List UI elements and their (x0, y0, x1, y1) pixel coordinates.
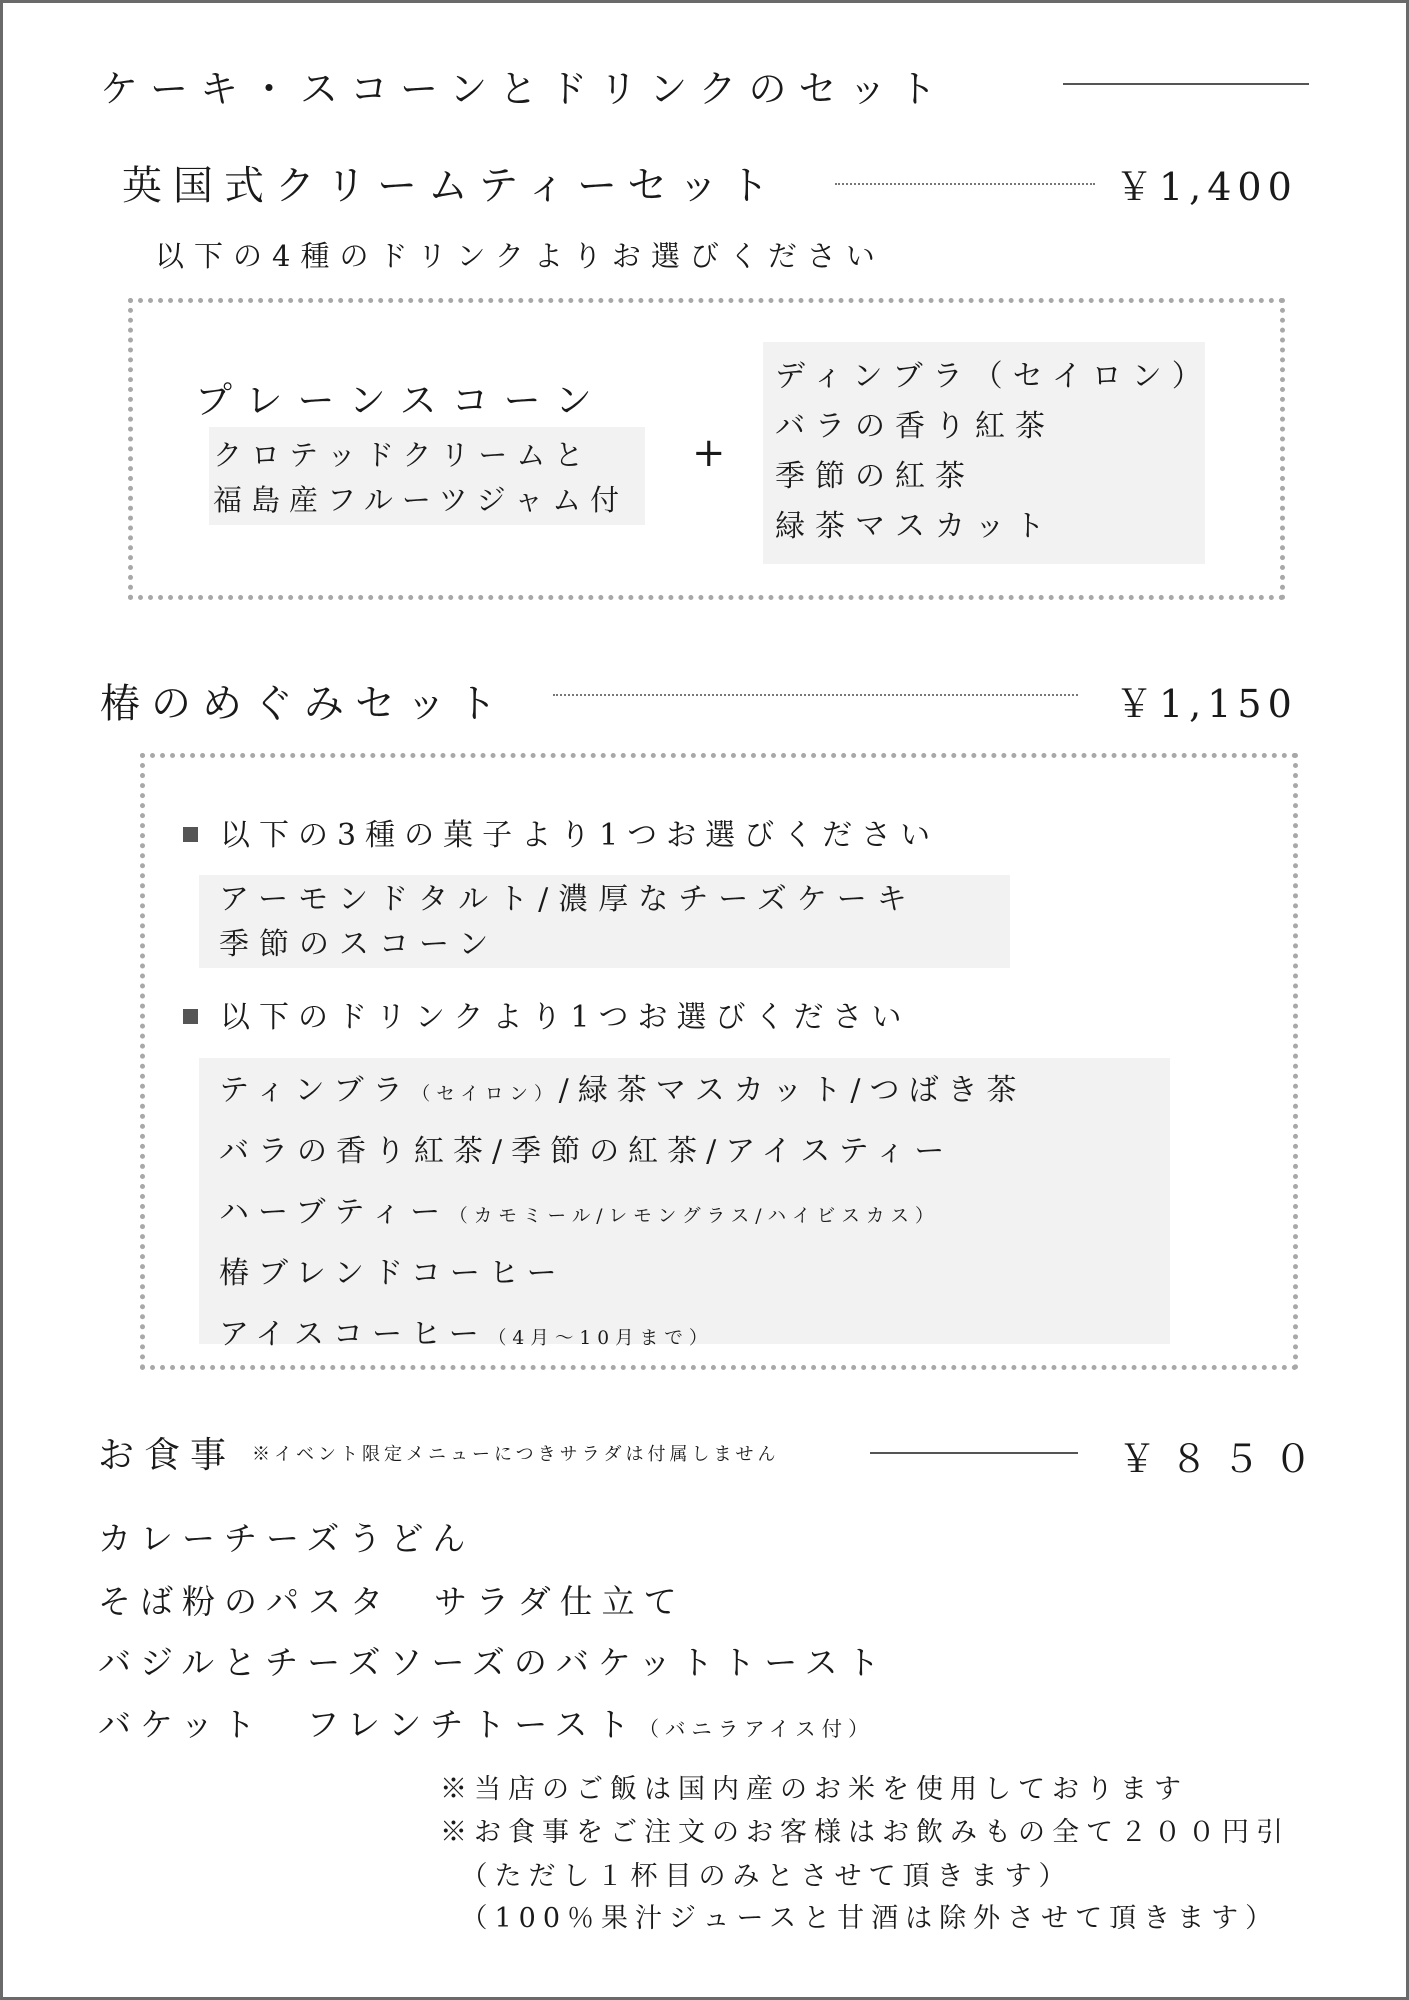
meals-title: お食事 (98, 1435, 237, 1476)
drink-option: 季節の紅茶 (775, 459, 975, 494)
footnote: ※当店のご飯は国内産のお米を使用しております (440, 1774, 1188, 1805)
cream-tea-set-name: 英国式クリームティーセット (122, 163, 781, 209)
meal-item: そば粉のパスタ サラダ仕立て (98, 1582, 686, 1621)
drink-option: ディンブラ（セイロン） (775, 359, 1212, 394)
tsubaki-set-name: 椿のめぐみセット (100, 681, 508, 727)
footnote: ※お食事をご注文のお客様はお飲みもの全て２００円引 (440, 1817, 1290, 1848)
tsubaki-drinks-box (199, 1058, 1170, 1352)
footnote: （100％果汁ジュースと甘酒は除外させて頂きます） (440, 1903, 1280, 1934)
square-bullet-icon (183, 1009, 198, 1024)
drink-option: ハーブティー（カモミール/レモングラス/ハイビスカス） (219, 1195, 940, 1230)
drinks-instruction (183, 992, 911, 1036)
page-title: ケーキ・スコーンとドリンクのセット (100, 67, 949, 111)
scone-name: プレーンスコーン (195, 379, 607, 422)
scone-details-box (209, 427, 645, 525)
drink-option: バラの香り紅茶/季節の紅茶/アイスティー (219, 1134, 954, 1169)
price-leader (835, 183, 1095, 185)
drinks-instruction-text: 以下のドリンクより1つお選びください (220, 1000, 911, 1035)
title-rule (1063, 83, 1309, 85)
cream-tea-instruction: 以下の4種のドリンクよりお選びください (155, 239, 885, 273)
drinks-box (763, 342, 1212, 564)
price-leader (553, 694, 1078, 696)
drink-option: アイスコーヒー（4月～10月まで） (219, 1317, 714, 1352)
meals-price: ￥８５０ (1118, 1437, 1327, 1481)
scone-detail: 福島産フルーツジャム付 (213, 483, 629, 517)
meal-item: カレーチーズうどん (98, 1519, 475, 1558)
sweets-instruction-text: 以下の3種の菓子より1つお選びください (220, 818, 940, 853)
drink-option: ティンブラ（セイロン）/緑茶マスカット/つばき茶 (219, 1073, 1026, 1108)
cream-tea-set-price: ￥1,400 (1115, 165, 1298, 209)
drink-option: バラの香り紅茶 (775, 409, 1055, 444)
meal-item: バジルとチーズソーズのバケットトースト (98, 1643, 889, 1682)
square-bullet-icon (183, 827, 198, 842)
scone-detail: クロテッドクリームと (213, 438, 593, 472)
tsubaki-set-price: ￥1,150 (1115, 682, 1298, 726)
sweets-box (199, 875, 1010, 968)
sweet-option: 季節のスコーン (219, 927, 499, 962)
footnote: （ただし１杯目のみとさせて頂きます） (440, 1861, 1073, 1892)
meals-note: ※イベント限定メニューにつきサラダは付属しません (252, 1444, 780, 1465)
plus-icon: + (692, 430, 726, 476)
drink-option: 緑茶マスカット (775, 509, 1055, 544)
meal-item: バケット フレンチトースト（バニラアイス付） (98, 1705, 875, 1744)
sweets-instruction (183, 810, 939, 854)
drink-option: 椿ブレンドコーヒー (219, 1256, 566, 1291)
sweet-option: アーモンドタルト/濃厚なチーズケーキ (219, 882, 917, 917)
meals-rule (870, 1452, 1078, 1454)
